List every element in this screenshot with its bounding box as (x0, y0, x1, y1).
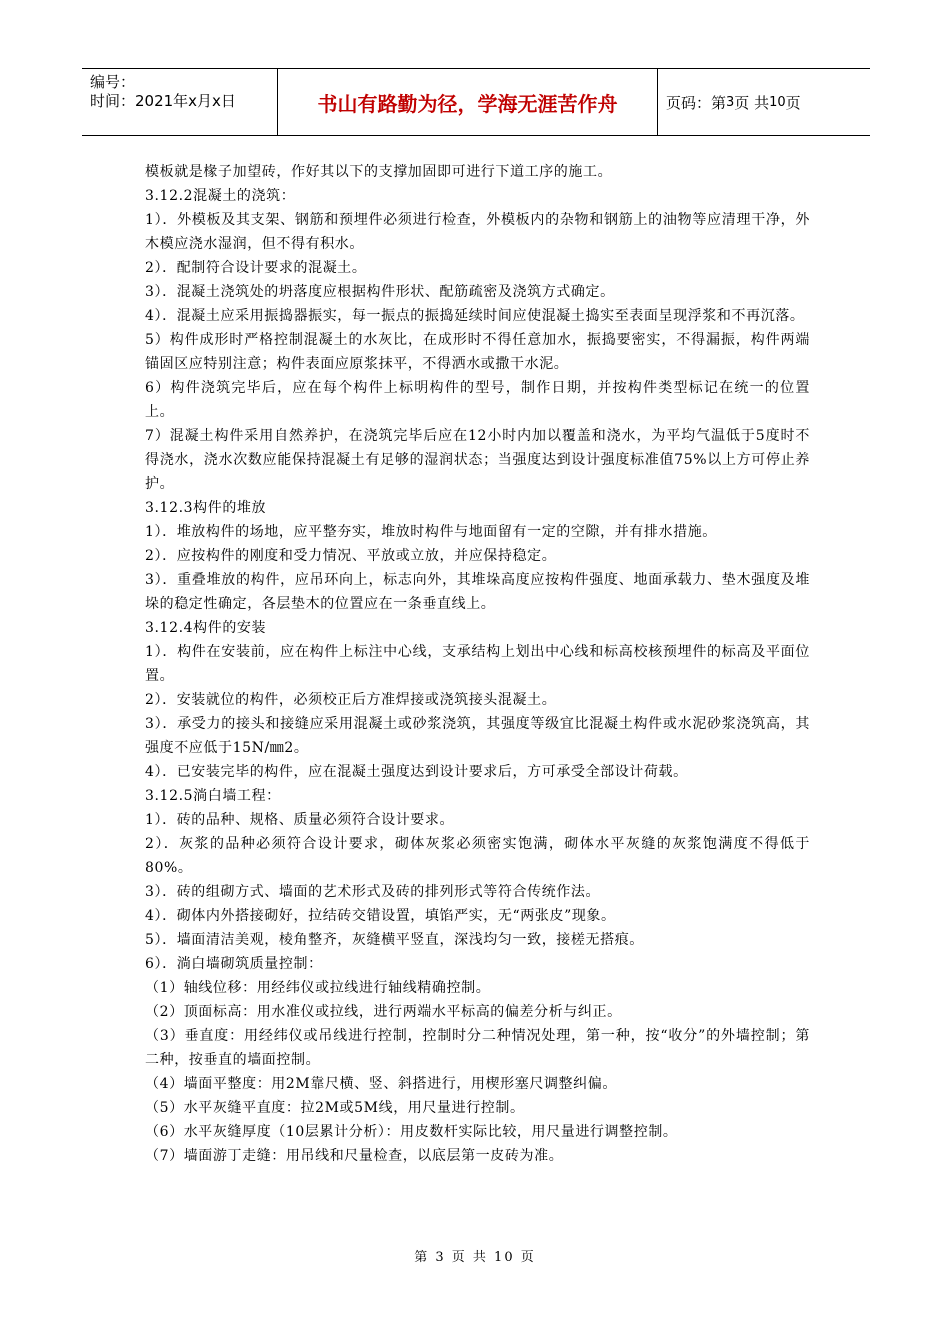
page-mid: 页 共 (734, 93, 770, 112)
paragraph: 4）．混凝土应采用振捣器振实，每一振点的振捣延续时间应使混凝土捣实至表面呈现浮浆和不再沉落。 (145, 308, 805, 324)
page-current: 3 (726, 94, 735, 110)
section-heading: 3.12.2混凝土的浇筑： (145, 188, 296, 204)
paragraph: （3）垂直度：用经纬仪或吊线进行控制，控制时分二种情况处理，第一种，按“收分”的外墙控制；第二种，按垂直的墙面控制。 (145, 1028, 810, 1068)
paragraph: （2）顶面标高：用水准仪或拉线，进行两端水平标高的偏差分析与纠正。 (145, 1004, 622, 1020)
paragraph: 模板就是椽子加望砖，作好其以下的支撑加固即可进行下道工序的施工。 (145, 164, 613, 180)
paragraph: 6）构件浇筑完毕后，应在每个构件上标明构件的型号，制作日期，并按构件类型标记在统一的位置上。 (145, 380, 810, 420)
section-heading: 3.12.4构件的安装 (145, 620, 267, 636)
paragraph: 2）．安装就位的构件，必须校正后方准焊接或浇筑接头混凝土。 (145, 692, 557, 708)
paragraph: 2）．应按构件的刚度和受力情况、平放或立放，并应保持稳定。 (145, 548, 557, 564)
paragraph: 2）．灰浆的品种必须符合设计要求，砌体灰浆必须密实饱满，砌体水平灰缝的灰浆饱满度不得低于80%。 (145, 836, 810, 876)
section-heading: 3.12.3构件的堆放 (145, 500, 267, 516)
paragraph: （5）水平灰缝平直度：拉2M或5M线，用尺量进行控制。 (145, 1100, 525, 1116)
paragraph: （1）轴线位移：用经纬仪或拉线进行轴线精确控制。 (145, 980, 491, 996)
header-motto: 书山有路勤为径，学海无涯苦作舟 (278, 69, 658, 135)
header-meta (82, 69, 278, 135)
paragraph: 1）．构件在安装前，应在构件上标注中心线，支承结构上划出中心线和标高校核预埋件的标高及平面位置。 (145, 644, 810, 684)
paragraph: 3）．混凝土浇筑处的坍落度应根据构件形状、配筋疏密及浇筑方式确定。 (145, 284, 615, 300)
section-heading: 3.12.5淌白墙工程： (145, 788, 281, 804)
paragraph: 5）．墙面清洁美观，棱角整齐，灰缝横平竖直，深浅均匀一致，接槎无搭痕。 (145, 932, 644, 948)
paragraph: 2）．配制符合设计要求的混凝土。 (145, 260, 367, 276)
paragraph: 4）．已安装完毕的构件，应在混凝土强度达到设计要求后，方可承受全部设计荷载。 (145, 764, 688, 780)
page-header (82, 68, 870, 136)
paragraph: 7）混凝土构件采用自然养护，在浇筑完毕后应在12小时内加以覆盖和浇水，为平均气温低于5度时不得浇水，浇水次数应能保持混凝土有足够的湿润状态；当强度达到设计强度标准值75%以上方可停止养护。 (145, 428, 810, 492)
paragraph: 6）．淌白墙砌筑质量控制： (145, 956, 323, 972)
paragraph: 3）．承受力的接头和接缝应采用混凝土或砂浆浇筑，其强度等级宜比混凝土构件或水泥砂浆浇筑高，其强度不应低于15N/㎜2。 (145, 716, 810, 756)
paragraph: （4）墙面平整度：用2M靠尺横、竖、斜搭进行，用楔形塞尺调整纠偏。 (145, 1076, 617, 1092)
paragraph: 5）构件成形时严格控制混凝土的水灰比，在成形时不得任意加水，振捣要密实，不得漏振，构件两端锚固区应特别注意；构件表面应原浆抹平，不得洒水或撒干水泥。 (145, 332, 810, 372)
page-suffix: 页 (785, 93, 801, 112)
paragraph: （6）水平灰缝厚度（10层累计分析）：用皮数杆实际比较，用尺量进行调整控制。 (145, 1124, 678, 1140)
document-code-label: 编号： (90, 73, 136, 91)
page-footer: 第 3 页 共 10 页 (414, 1250, 536, 1265)
paragraph: 1）．外模板及其支架、钢筋和预埋件必须进行检查，外模板内的杂物和钢筋上的油物等应清理干净，外木模应浇水湿润，但不得有积水。 (145, 212, 810, 252)
paragraph: （7）墙面游丁走缝：用吊线和尺量检查，以底层第一皮砖为准。 (145, 1148, 564, 1164)
paragraph: 1）．堆放构件的场地，应平整夯实，堆放时构件与地面留有一定的空隙，并有排水措施。 (145, 524, 717, 540)
paragraph: 1）．砖的品种、规格、质量必须符合设计要求。 (145, 812, 455, 828)
page-total: 10 (769, 94, 786, 110)
document-time: 时间：2021年x月x日 (90, 92, 236, 110)
paragraph: 3）．砖的组砌方式、墙面的艺术形式及砖的排列形式等符合传统作法。 (145, 884, 601, 900)
header-page-number (658, 69, 870, 135)
page-prefix: 页码：第 (666, 93, 727, 112)
document-body (145, 160, 810, 1168)
paragraph: 3）．重叠堆放的构件，应吊环向上，标志向外，其堆垛高度应按构件强度、地面承载力、垫木强度及堆垛的稳定性确定，各层垫木的位置应在一条垂直线上。 (145, 572, 810, 612)
paragraph: 4）．砌体内外搭接砌好，拉结砖交错设置，填馅严实，无“两张皮”现象。 (145, 908, 616, 924)
